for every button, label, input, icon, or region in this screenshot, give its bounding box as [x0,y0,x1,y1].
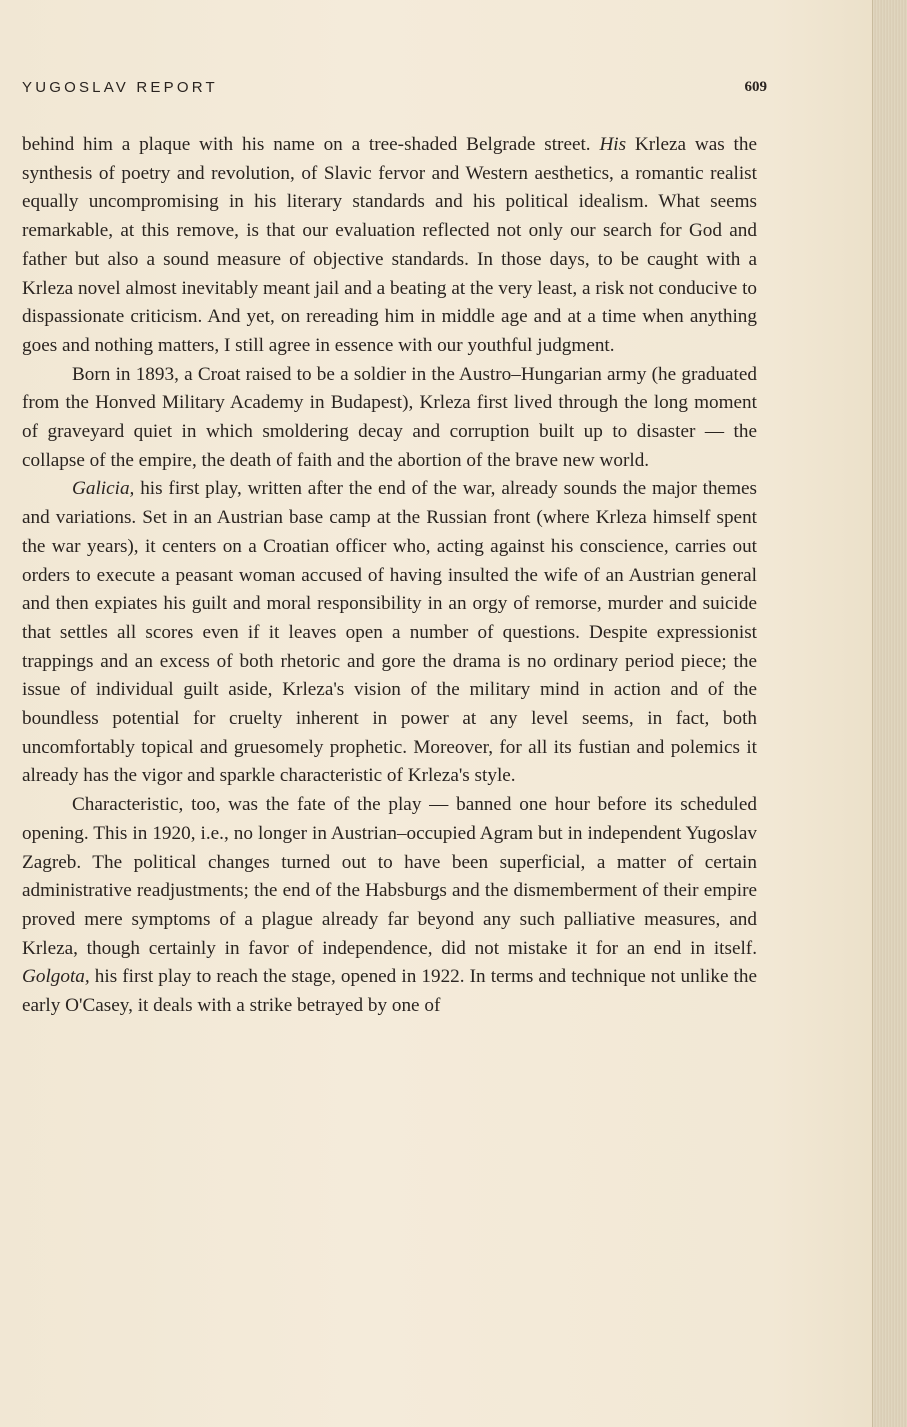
paragraph-4 [22,791,757,1021]
paragraph-3 [22,475,757,791]
paragraph-3-italic: Galicia, [72,478,135,500]
paragraph-2 [22,361,757,476]
page-edge-stack [872,0,907,1427]
paragraph-1-text-before: behind him a plaque with his name on a tree-shaded Belgrade street. [22,134,600,155]
page-number: 609 [744,79,767,95]
paragraph-2-text: Born in 1893, a Croat raised to be a soldier in the Austro–Hungarian army (he graduated from the Honved Military Academy in Budapest), Krleza first lived through the long moment of graveyard quiet in which smoldering decay and corruption built up to disaster — the collapse of the empire, the death of faith and the abortion of the brave new world. [22,363,757,471]
paragraph-4-text-before: Characteristic, too, was the fate of the play — banned one hour before its scheduled opening. This in 1920, i.e., no longer in Austrian–occupied Agram but in independent Yugoslav Zagreb. The political changes turned out to have been superficial, a matter of certain administrative readjustments; the end of the Habsburgs and the dismemberment of their empire proved mere symptoms of a plague already far beyond any such palliative measures, and Krleza, though certainly in favor of independence, did not mistake it for an end in itself. [22,794,757,959]
paragraph-4-italic: Golgota, [22,966,90,988]
running-title: YUGOSLAV REPORT [22,79,218,96]
paragraph-1 [22,131,757,361]
paragraph-4-text-after: his first play to reach the stage, opened in 1922. In terms and technique not unlike the early O'Casey, it deals with a strike betrayed by one of [22,966,757,1017]
body-text [22,131,757,1021]
paragraph-1-italic: His [599,134,627,155]
running-head [22,79,767,99]
paragraph-1-text-after: Krleza was the synthesis of poetry and revolution, of Slavic fervor and Western aesthetics, a romantic realist equally uncompromising in his literary standards and his political idealism. What seems remarkable, at this remove, is that our evaluation reflected not only our search for God and father but also a sound measure of objective standards. In those days, to be caught with a Krleza novel almost inevitably meant jail and a beating at the very least, a risk not conducive to dispassionate criticism. And yet, on rereading him in middle age and at a time when anything goes and nothing matters, I still agree in essence with our youthful judgment. [22,134,757,356]
paragraph-3-text: his first play, written after the end of the war, already sounds the major themes and variations. Set in an Austrian base camp at the Russian front (where Krleza himself spent the war years), it centers on a Croatian officer who, acting against his conscience, carries out orders to execute a peasant woman accused of having insulted the wife of an Austrian general and then expiates his guilt and moral responsibility in an orgy of remorse, murder and suicide that settles all scores even if it leaves open a number of questions. Despite expressionist trappings and an excess of both rhetoric and gore the drama is no ordinary period piece; the issue of individual guilt aside, Krleza's vision of the military mind in action and of the boundless potential for cruelty inherent in power at any level seems, in fact, both uncomfortably topical and gruesomely prophetic. Moreover, for all its fustian and polemics it already has the vigor and sparkle characteristic of Krleza's style. [22,478,757,787]
